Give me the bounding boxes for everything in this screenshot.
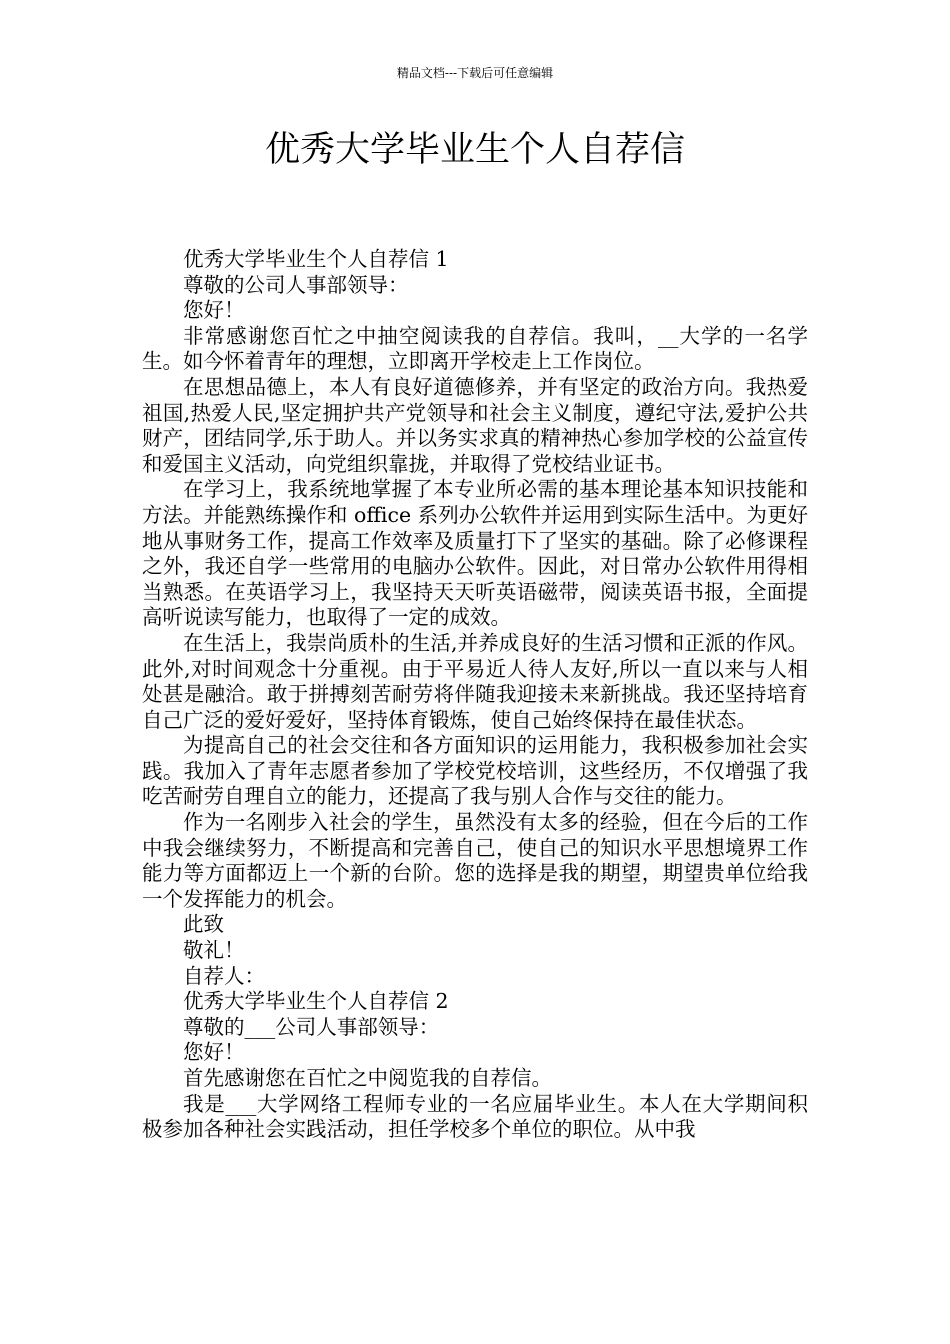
paragraph-self-intro: 我是___大学网络工程师专业的一名应届毕业生。本人在大学期间积极参加各种社会实践活动，担任学校多个单位的职位。从中我	[142, 1091, 808, 1142]
document-title: 优秀大学毕业生个人自荐信	[264, 130, 685, 170]
salutation: 尊敬的公司人事部领导：	[183, 272, 409, 297]
paragraph-closing: 作为一名刚步入社会的学生，虽然没有太多的经验，但在今后的工作中我会继续努力，不断提高和完善自己，使自己的知识水平思想境界工作能力等方面都迈上一个新的台阶。您的选择是我的期望，期望贵单位给我一个发挥能力的机会。	[142, 810, 808, 911]
greeting-2: 您好！	[183, 1040, 245, 1065]
letter-body	[142, 247, 808, 1143]
header-note: 精品文档---下载后可任意编辑	[396, 66, 554, 80]
signature-line: 自荐人：	[183, 963, 265, 988]
paragraph-thanks: 首先感谢您在百忙之中阅览我的自荐信。	[183, 1066, 552, 1090]
closing-line-2: 敬礼！	[183, 938, 245, 963]
greeting: 您好！	[183, 298, 245, 323]
closing-line-1: 此致	[183, 912, 224, 937]
letter-heading-1: 优秀大学毕业生个人自荐信 1	[183, 247, 449, 271]
paragraph-ethics: 在思想品德上，本人有良好道德修养，并有坚定的政治方向。我热爱祖国,热爱人民,坚定拥护共产党领导和社会主义制度，遵纪守法,爱护公共财产，团结同学,乐于助人。并以务实求真的精神热心参加学校的公益宣传和爱国主义活动，向党组织靠拢，并取得了党校结业证书。	[142, 374, 808, 476]
paragraph-study: 在学习上，我系统地掌握了本专业所必需的基本理论基本知识技能和方法。并能熟练操作和 office 系列办公软件并运用到实际生活中。为更好地从事财务工作，提高工作效率及质量打下了坚实的基础。除了必修课程之外，我还自学一些常用的电脑办公软件。因此，对日常办公软件用得相当熟悉。在英语学习上，我坚持天天听英语磁带，阅读英语书报，全面提高听说读写能力，也取得了一定的成效。	[142, 477, 808, 630]
letter-heading-2: 优秀大学毕业生个人自荐信 2	[183, 989, 449, 1014]
paragraph-intro: 非常感谢您百忙之中抽空阅读我的自荐信。我叫，__大学的一名学生。如今怀着青年的理想，立即离开学校走上工作岗位。	[142, 323, 808, 374]
paragraph-life: 在生活上，我崇尚质朴的生活,并养成良好的生活习惯和正派的作风。此外,对时间观念十分重视。由于平易近人待人友好,所以一直以来与人相处甚是融洽。敢于拼搏刻苦耐劳将伴随我迎接未来新挑战。我还坚持培育自己广泛的爱好爱好，坚持体育锻炼，使自己始终保持在最佳状态。	[142, 630, 808, 732]
salutation-2: 尊敬的___公司人事部领导：	[183, 1014, 440, 1039]
paragraph-social: 为提高自己的社会交往和各方面知识的运用能力，我积极参加社会实践。我加入了青年志愿者参加了学校党校培训，这些经历，不仅增强了我吃苦耐劳自理自立的能力，还提高了我与别人合作与交往的能力。	[142, 733, 808, 809]
